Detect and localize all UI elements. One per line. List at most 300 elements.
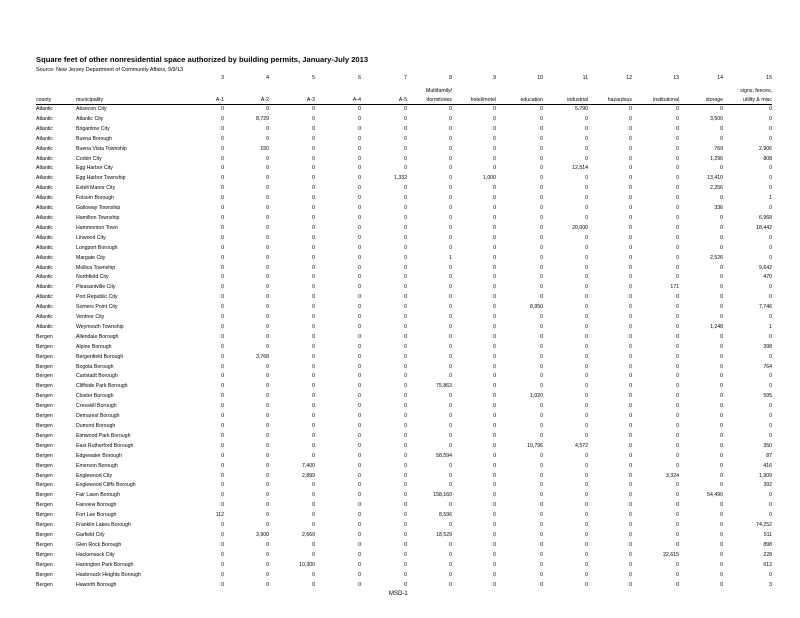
cell-county: Bergen (36, 462, 53, 469)
cell-value: 0 (540, 224, 543, 231)
cell-value: 0 (404, 581, 407, 588)
cell-value: 0 (358, 423, 361, 429)
cell-value: 0 (312, 432, 315, 439)
cell-county: Atlantic (36, 214, 54, 221)
cell-municipality: Estell Manor City (76, 185, 116, 192)
cell-value: 0 (221, 492, 224, 499)
cell-value: 0 (221, 244, 224, 251)
cell-value: 0 (358, 195, 361, 202)
cell-value: 0 (449, 224, 452, 231)
cell-value: 0 (312, 502, 315, 509)
cell-value: 0 (493, 512, 496, 519)
cell-value: 0 (449, 502, 452, 509)
cell-value: 0 (629, 373, 632, 380)
cell-value: 0 (221, 502, 224, 509)
cell-value: 0 (676, 214, 679, 221)
cell-value: 0 (720, 383, 723, 390)
cell-value: 2,906 (759, 145, 772, 152)
cell-value: 0 (404, 343, 407, 350)
cell-value: 0 (585, 551, 588, 558)
cell-value: 0 (404, 264, 407, 271)
cell-value: 0 (493, 561, 496, 568)
cell-value: 0 (312, 512, 315, 519)
cell-municipality: Northfield City (76, 274, 109, 281)
cell-value: 0 (769, 244, 772, 251)
cell-value: 0 (629, 224, 632, 231)
cell-value: 0 (312, 185, 315, 192)
cell-value: 0 (540, 195, 543, 202)
cell-value: 0 (404, 224, 407, 231)
cell-value: 0 (404, 304, 407, 311)
cell-value: 0 (629, 472, 632, 479)
cell-value: 0 (585, 581, 588, 588)
cell-value: 0 (358, 224, 361, 231)
cell-value: 0 (266, 492, 269, 499)
cell-value: 0 (493, 115, 496, 122)
cell-value: 0 (358, 492, 361, 499)
cell-value: 0 (266, 294, 269, 301)
cell-value: 0 (404, 165, 407, 172)
cell-value: 0 (540, 244, 543, 251)
cell-value: 0 (266, 423, 269, 429)
cell-municipality: Englewood City (76, 472, 113, 479)
table-row (36, 135, 772, 145)
cell-value: 112 (215, 512, 224, 519)
cell-value: 0 (266, 561, 269, 568)
cell-value: 0 (585, 264, 588, 271)
cell-value: 0 (358, 373, 361, 380)
cell-county: Bergen (36, 343, 53, 350)
cell-value: 7,400 (302, 462, 315, 469)
header-county: county (36, 95, 76, 105)
cell-value: 0 (312, 541, 315, 548)
column-number: 10 (537, 75, 543, 81)
cell-value: 0 (358, 472, 361, 479)
cell-value: 0 (676, 106, 679, 112)
cell-value: 0 (266, 254, 269, 261)
cell-value: 0 (358, 551, 361, 558)
cell-county: Atlantic (36, 314, 54, 321)
cell-value: 0 (585, 482, 588, 489)
cell-municipality: Atlantic City (76, 115, 104, 122)
cell-value: 0 (720, 462, 723, 469)
cell-value: 0 (358, 185, 361, 192)
cell-value: 0 (312, 135, 315, 142)
cell-value: 612 (763, 561, 772, 568)
cell-value: 0 (221, 254, 224, 261)
cell-value: 0 (221, 294, 224, 301)
cell-value: 0 (540, 413, 543, 420)
cell-value: 0 (266, 462, 269, 469)
column-number: 9 (493, 75, 496, 81)
cell-municipality: Emerson Borough (76, 462, 118, 469)
cell-value: 0 (404, 512, 407, 519)
cell-value: 0 (540, 373, 543, 380)
cell-county: Bergen (36, 353, 53, 360)
cell-value: 0 (358, 214, 361, 221)
cell-value: 0 (676, 254, 679, 261)
cell-value: 0 (221, 413, 224, 420)
cell-value: 0 (449, 284, 452, 291)
cell-value: 0 (266, 502, 269, 509)
table-row (36, 184, 772, 194)
cell-county: Atlantic (36, 195, 54, 202)
cell-value: 0 (266, 403, 269, 410)
cell-value: 0 (629, 333, 632, 340)
cell-value: 0 (629, 522, 632, 529)
cell-value: 0 (358, 482, 361, 489)
cell-value: 0 (676, 314, 679, 321)
cell-value: 0 (585, 195, 588, 202)
table-row (36, 561, 772, 571)
cell-value: 0 (404, 571, 407, 578)
cell-value: 0 (540, 234, 543, 241)
cell-value: 416 (763, 462, 772, 469)
cell-value: 0 (769, 284, 772, 291)
cell-value: 336 (714, 205, 723, 212)
cell-value: 392 (763, 482, 772, 489)
cell-value: 0 (358, 452, 361, 459)
cell-municipality: Galloway Township (76, 205, 121, 212)
cell-value: 10,300 (299, 561, 315, 568)
cell-value: 0 (404, 472, 407, 479)
cell-value: 0 (629, 531, 632, 538)
cell-value: 0 (629, 403, 632, 410)
cell-county: Bergen (36, 393, 53, 400)
cell-county: Atlantic (36, 165, 54, 172)
cell-value: 0 (493, 106, 496, 112)
cell-value: 0 (358, 314, 361, 321)
cell-value: 0 (404, 214, 407, 221)
cell-value: 0 (540, 512, 543, 519)
cell-value: 0 (358, 135, 361, 142)
cell-value: 0 (629, 304, 632, 311)
cell-value: 0 (493, 314, 496, 321)
table-row (36, 174, 772, 184)
cell-value: 0 (769, 432, 772, 439)
cell-value: 0 (720, 294, 723, 301)
cell-value: 0 (676, 294, 679, 301)
cell-value: 2,899 (302, 472, 315, 479)
cell-value: 0 (493, 155, 496, 162)
cell-value: 0 (540, 323, 543, 330)
header-hazardous: hazardous (588, 95, 632, 105)
cell-value: 0 (493, 363, 496, 370)
cell-value: 0 (629, 551, 632, 558)
cell-value: 0 (540, 571, 543, 578)
cell-value: 0 (676, 115, 679, 122)
cell-county: Bergen (36, 561, 53, 568)
cell-value: 0 (540, 125, 543, 132)
cell-value: 0 (720, 512, 723, 519)
cell-value: 13,410 (707, 175, 723, 182)
cell-value: 0 (629, 353, 632, 360)
cell-value: 0 (769, 333, 772, 340)
table-row (36, 491, 772, 501)
cell-value: 0 (676, 195, 679, 202)
cell-county: Bergen (36, 581, 53, 588)
cell-value: 0 (358, 274, 361, 281)
cell-value: 0 (266, 571, 269, 578)
cell-municipality: Weymouth Township (76, 323, 124, 330)
cell-value: 0 (312, 294, 315, 301)
cell-value: 0 (585, 155, 588, 162)
cell-value: 0 (676, 512, 679, 519)
cell-municipality: Closter Borough (76, 393, 114, 400)
cell-value: 0 (585, 125, 588, 132)
cell-value: 0 (221, 383, 224, 390)
cell-value: 0 (720, 165, 723, 172)
cell-value: 0 (221, 333, 224, 340)
cell-municipality: Glen Rock Borough (76, 541, 122, 548)
cell-value: 1 (769, 195, 772, 202)
cell-value: 0 (312, 343, 315, 350)
cell-value: 0 (449, 541, 452, 548)
cell-value: 0 (449, 353, 452, 360)
cell-value: 0 (312, 264, 315, 271)
cell-value: 0 (221, 561, 224, 568)
cell-value: 0 (358, 353, 361, 360)
cell-value: 0 (358, 403, 361, 410)
cell-value: 0 (493, 284, 496, 291)
cell-value: 0 (493, 353, 496, 360)
cell-value: 0 (358, 383, 361, 390)
cell-value: 0 (449, 393, 452, 400)
cell-municipality: Hamilton Township (76, 214, 120, 221)
cell-value: 0 (585, 452, 588, 459)
cell-county: Bergen (36, 551, 53, 558)
cell-value: 0 (404, 323, 407, 330)
cell-value: 0 (449, 551, 452, 558)
cell-value: 0 (266, 442, 269, 449)
cell-value: 0 (312, 403, 315, 410)
cell-value: 398 (763, 343, 772, 350)
column-number: 15 (766, 75, 772, 81)
report-title: Square feet of other nonresidential space authorized by building permits, January-July 2013 (36, 55, 369, 64)
cell-value: 0 (720, 522, 723, 529)
table-row (36, 363, 772, 373)
cell-value: 0 (493, 244, 496, 251)
table-row (36, 224, 772, 234)
cell-value: 0 (266, 551, 269, 558)
cell-value: 0 (449, 462, 452, 469)
page-footer: MSD-1 (389, 591, 408, 597)
cell-value: 0 (266, 581, 269, 588)
cell-value: 0 (358, 145, 361, 152)
cell-county: Bergen (36, 571, 53, 578)
cell-value: 0 (769, 353, 772, 360)
cell-value: 0 (449, 482, 452, 489)
cell-value: 0 (676, 165, 679, 172)
cell-value: 0 (404, 155, 407, 162)
cell-value: 18,529 (436, 531, 452, 538)
cell-county: Bergen (36, 502, 53, 509)
column-number: 4 (266, 75, 269, 81)
cell-value: 0 (404, 333, 407, 340)
cell-value: 0 (449, 274, 452, 281)
table-row (36, 254, 772, 264)
cell-value: 0 (540, 155, 543, 162)
cell-value: 0 (221, 304, 224, 311)
cell-value: 0 (358, 294, 361, 301)
cell-value: 0 (312, 551, 315, 558)
cell-value: 3 (769, 581, 772, 588)
cell-value: 20,000 (572, 224, 588, 231)
cell-value: 0 (404, 423, 407, 429)
cell-value: 0 (449, 244, 452, 251)
cell-county: Bergen (36, 333, 53, 340)
cell-value: 0 (676, 185, 679, 192)
cell-value: 0 (629, 492, 632, 499)
cell-value: 0 (221, 343, 224, 350)
cell-municipality: Hammonton Town (76, 224, 118, 231)
cell-county: Bergen (36, 452, 53, 459)
cell-value: 0 (358, 502, 361, 509)
cell-value: 0 (449, 106, 452, 112)
cell-value: 0 (720, 264, 723, 271)
cell-value: 0 (404, 185, 407, 192)
cell-value: 0 (312, 492, 315, 499)
table-row (36, 214, 772, 224)
cell-value: 0 (629, 512, 632, 519)
header-row (36, 95, 772, 105)
cell-value: 0 (720, 452, 723, 459)
cell-value: 0 (585, 531, 588, 538)
cell-value: 0 (769, 502, 772, 509)
cell-value: 0 (676, 274, 679, 281)
cell-value: 0 (312, 393, 315, 400)
cell-value: 0 (449, 314, 452, 321)
cell-value: 0 (266, 512, 269, 519)
cell-municipality: Port Republic City (76, 294, 118, 301)
cell-municipality: Hasbrouck Heights Borough (76, 571, 141, 578)
cell-value: 0 (312, 373, 315, 380)
cell-value: 0 (720, 353, 723, 360)
cell-value: 0 (221, 214, 224, 221)
cell-value: 0 (404, 234, 407, 241)
cell-value: 0 (312, 145, 315, 152)
cell-value: 1 (769, 323, 772, 330)
cell-municipality: Brigantine City (76, 125, 110, 132)
cell-value: 0 (358, 155, 361, 162)
cell-county: Bergen (36, 531, 53, 538)
cell-value: 0 (358, 531, 361, 538)
cell-value: 18,442 (756, 224, 772, 231)
cell-value: 0 (312, 205, 315, 212)
cell-value: 0 (540, 432, 543, 439)
cell-value: 0 (449, 343, 452, 350)
cell-value: 0 (720, 195, 723, 202)
cell-value: 0 (676, 383, 679, 390)
cell-municipality: Alpine Borough (76, 343, 112, 350)
cell-value: 0 (493, 571, 496, 578)
cell-municipality: Corbin City (76, 155, 102, 162)
cell-value: 0 (585, 541, 588, 548)
cell-municipality: Egg Harbor Township (76, 175, 126, 182)
cell-value: 4,572 (575, 442, 588, 449)
cell-value: 350 (763, 442, 772, 449)
cell-county: Bergen (36, 512, 53, 519)
cell-value: 0 (358, 413, 361, 420)
cell-value: 0 (493, 304, 496, 311)
cell-value: 0 (720, 284, 723, 291)
cell-value: 0 (358, 106, 361, 112)
cell-value: 0 (312, 363, 315, 370)
cell-value: 0 (449, 205, 452, 212)
cell-value: 0 (676, 175, 679, 182)
cell-value: 0 (358, 571, 361, 578)
cell-value: 0 (266, 214, 269, 221)
cell-value: 0 (449, 185, 452, 192)
cell-value: 0 (540, 472, 543, 479)
cell-value: 0 (769, 125, 772, 132)
cell-county: Bergen (36, 423, 53, 429)
cell-value: 0 (720, 423, 723, 429)
cell-value: 0 (358, 561, 361, 568)
cell-value: 0 (221, 393, 224, 400)
cell-value: 0 (449, 304, 452, 311)
cell-value: 3,324 (666, 472, 679, 479)
cell-value: 0 (676, 541, 679, 548)
cell-value: 0 (720, 482, 723, 489)
cell-value: 0 (629, 363, 632, 370)
cell-value: 0 (358, 343, 361, 350)
cell-value: 0 (769, 234, 772, 241)
cell-value: 0 (266, 472, 269, 479)
cell-value: 0 (676, 304, 679, 311)
cell-value: 0 (676, 403, 679, 410)
cell-value: 0 (312, 353, 315, 360)
cell-value: 511 (763, 531, 772, 538)
cell-value: 0 (312, 115, 315, 122)
cell-value: 0 (769, 294, 772, 301)
cell-value: 1,332 (394, 175, 407, 182)
cell-value: 0 (676, 502, 679, 509)
table-row (36, 145, 772, 155)
cell-value: 0 (358, 333, 361, 340)
cell-value: 0 (404, 294, 407, 301)
table-row (36, 402, 772, 412)
cell-county: Atlantic (36, 135, 54, 142)
cell-value: 0 (404, 452, 407, 459)
cell-value: 0 (676, 373, 679, 380)
cell-value: 0 (449, 571, 452, 578)
cell-value: 0 (540, 314, 543, 321)
cell-value: 0 (676, 432, 679, 439)
cell-value: 0 (629, 115, 632, 122)
cell-county: Atlantic (36, 106, 54, 112)
cell-value: 0 (449, 125, 452, 132)
cell-value: 0 (493, 383, 496, 390)
cell-value: 0 (312, 175, 315, 182)
cell-value: 0 (404, 135, 407, 142)
cell-value: 0 (720, 333, 723, 340)
cell-value: 158,160 (433, 492, 452, 499)
cell-municipality: Pleasantville City (76, 284, 116, 291)
cell-municipality: Fairview Borough (76, 502, 117, 509)
table-row (36, 343, 772, 353)
cell-value: 2,526 (710, 254, 723, 261)
cell-value: 1,909 (759, 472, 772, 479)
table-row (36, 273, 772, 283)
cell-value: 0 (493, 254, 496, 261)
cell-value: 0 (540, 502, 543, 509)
cell-municipality: Bergenfield Borough (76, 353, 124, 360)
cell-value: 0 (404, 541, 407, 548)
cell-value: 0 (404, 106, 407, 112)
header-multifamily-top: Multifamily/ (426, 88, 452, 94)
cell-value: 0 (585, 284, 588, 291)
